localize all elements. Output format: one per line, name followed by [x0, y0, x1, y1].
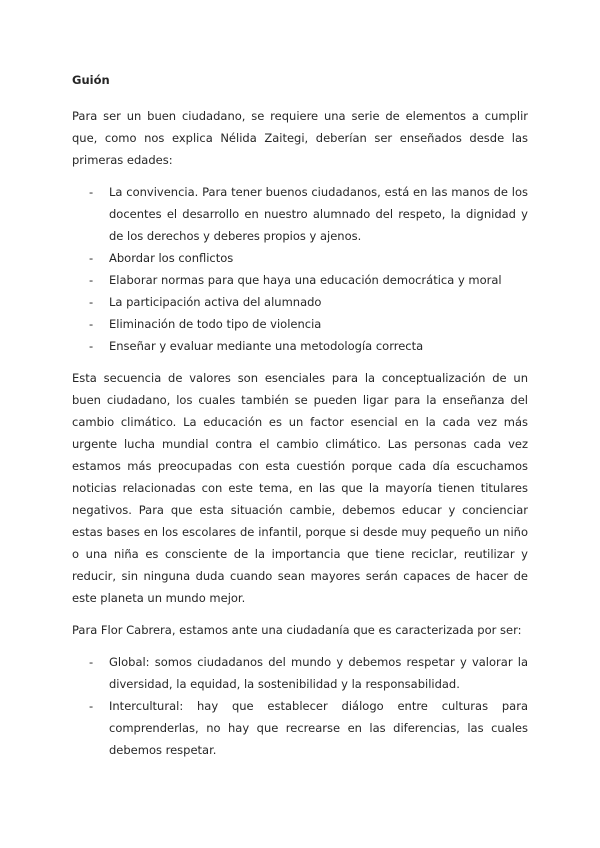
list-item-text: Eliminación de todo tipo de violencia — [109, 317, 322, 331]
citizenship-list — [72, 651, 528, 761]
body-paragraph: Esta secuencia de valores son esenciales para la conceptualización de un buen ciudadano, los cuales también se pueden ligar para la enseñanza del cambio climático. La educación es un factor esencial en la cada vez más urgente lucha mundial contra el cambio climático. Las personas cada vez estamos más preocupadas con esta cuestión porque cada día escuchamos noticias relacionadas con este tema, en las que la mayoría tienen titulares negativos. Para que esta situación cambie, debemos educar y concienciar estas bases en los escolares de infantil, porque si desde muy pequeño un niño o una niña es consciente de la importancia que tiene reciclar, reutilizar y reducir, sin ninguna duda cuando sean mayores serán capaces de hacer de este planeta un mundo mejor. — [72, 371, 528, 605]
list-item-text: Abordar los conflictos — [109, 251, 234, 265]
list-item — [72, 335, 528, 357]
dash-bullet: - — [89, 317, 94, 331]
dash-bullet: - — [89, 295, 94, 309]
dash-bullet: - — [89, 251, 94, 265]
list-item-text: Elaborar normas para que haya una educación democrática y moral — [109, 273, 502, 287]
list-item-text: Global: somos ciudadanos del mundo y debemos respetar y valorar la diversidad, la equidad, la sostenibilidad y la responsabilidad. — [109, 655, 528, 691]
list-item — [72, 313, 528, 335]
list-item — [72, 695, 528, 761]
list-item-text: Intercultural: hay que establecer diálogo entre culturas para comprenderlas, no hay que recrearse en las diferencias, las cuales debemos respetar. — [109, 699, 528, 757]
list-item-text: Enseñar y evaluar mediante una metodología correcta — [109, 339, 424, 353]
dash-bullet: - — [89, 185, 94, 199]
list-item — [72, 291, 528, 313]
dash-bullet: - — [89, 699, 94, 713]
list-item — [72, 181, 528, 247]
dash-bullet: - — [89, 273, 94, 287]
list-item — [72, 651, 528, 695]
document-title: Guión — [72, 73, 110, 87]
intro-paragraph: Para ser un buen ciudadano, se requiere una serie de elementos a cumplir que, como nos explica Nélida Zaitegi, deberían ser enseñados desde las primeras edades: — [72, 109, 528, 167]
list-item — [72, 269, 528, 291]
dash-bullet: - — [89, 339, 94, 353]
list-item — [72, 247, 528, 269]
list-item-text: La convivencia. Para tener buenos ciudadanos, está en las manos de los docentes el desarrollo en nuestro alumnado del respeto, la dignidad y de los derechos y deberes propios y ajenos. — [109, 185, 528, 243]
list-item-text: La participación activa del alumnado — [109, 295, 322, 309]
second-intro-paragraph: Para Flor Cabrera, estamos ante una ciudadanía que es caracterizada por ser: — [72, 623, 522, 637]
dash-bullet: - — [89, 655, 94, 669]
values-list — [72, 181, 528, 357]
